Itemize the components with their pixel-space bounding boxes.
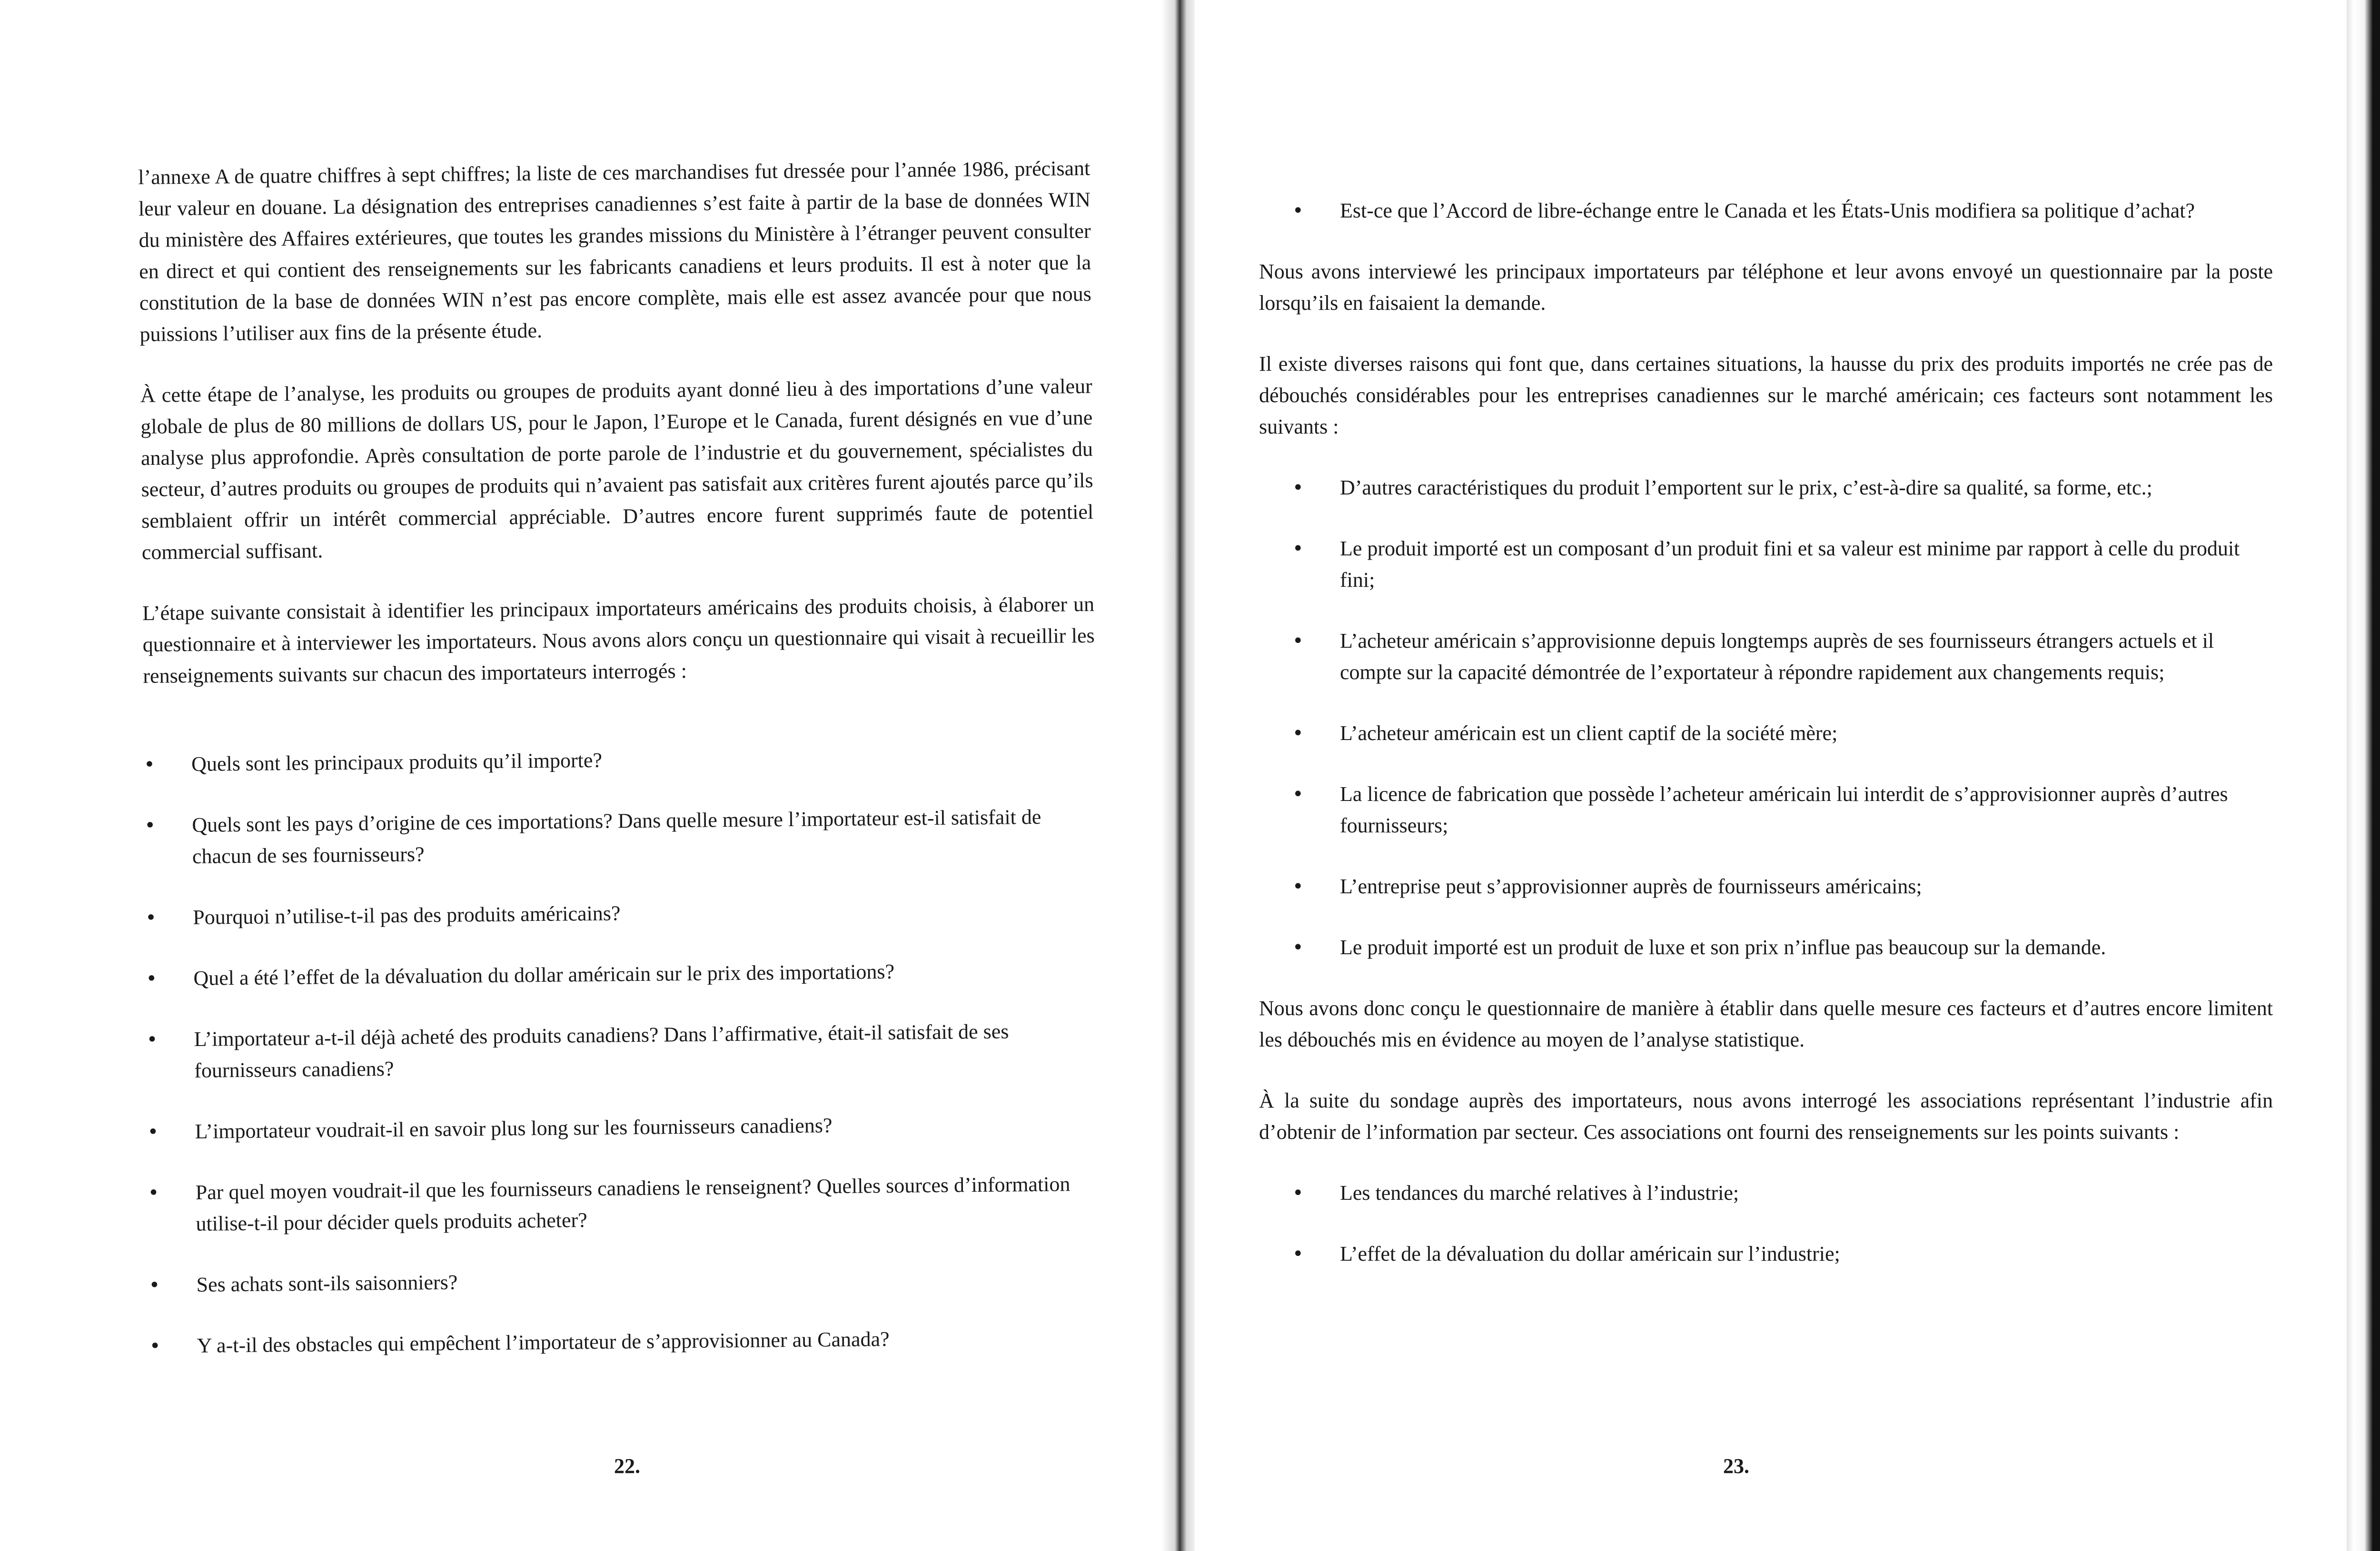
paragraph: l’annexe A de quatre chiffres à sept chiffres; la liste de ces marchandises fut dressée pour l’année 1986, précisant leur valeur en douane. La désignation des entreprises canadiennes s’est faite à partir de la base de données WIN du ministère des Affaires extérieures, que toutes les grandes missions du Ministère à l’étranger peuvent consulter en direct et qui contient des renseignements sur les fabricants canadiens et leurs produits. Il est à noter que la constitution de la base de données WIN n’est pas encore complète, mais elle est assez avancée pour que nous puissions l’utiliser aux fins de la présente étude.	[138, 156, 1091, 346]
list-item: • L’effet de la dévaluation du dollar américain sur l’industrie;	[1292, 1238, 2273, 1270]
list-item: • Y a-t-il des obstacles qui empêchent l’importateur de s’approvisionner au Canada?	[149, 1322, 1102, 1362]
list-item: • L’importateur voudrait-il en savoir plus long sur les fournisseurs canadiens?	[147, 1107, 1100, 1148]
paragraph: À la suite du sondage auprès des importateurs, nous avons interrogé les associations représentant l’industrie afin d’obtenir de l’information par secteur. Ces associations ont fourni des renseignements sur les points suivants :	[1259, 1089, 2273, 1144]
paragraph: Nous avons interviewé les principaux importateurs par téléphone et leur avons envoyé un questionnaire par la poste lorsqu’ils en faisaient la demande.	[1259, 260, 2273, 315]
page-number: 22.	[614, 1454, 640, 1478]
questionnaire-list-continued	[1259, 195, 2273, 227]
paragraph: À cette étape de l’analyse, les produits ou groupes de produits ayant donné lieu à des importations d’une valeur globale de plus de 80 millions de dollars US, pour le Japon, l’Europe et le Canada, furent désignés en vue d’une analyse plus approfondie. Après consultation de porte parole de l’industrie et du gouvernement, spécialistes du secteur, d’autres produits ou groupes de produits qui n’avaient pas satisfait aux critères furent ajoutés parce qu’ils semblaient offrir un intérêt commercial appréciable. D’autres encore furent supprimés faute de potentiel commercial suffisant.	[140, 374, 1094, 564]
paragraph: Nous avons donc conçu le questionnaire de manière à établir dans quelle mesure ces facteurs et d’autres encore limitent les débouchés mis en évidence au moyen de l’analyse statistique.	[1259, 997, 2273, 1051]
book-gutter	[1161, 0, 1200, 1551]
list-item: • D’autres caractéristiques du produit l’emportent sur le prix, c’est-à-dire sa qualité, sa forme, etc.;	[1292, 472, 2273, 504]
list-item: • La licence de fabrication que possède l’acheteur américain lui interdit de s’approvisionner auprès d’autres fournisseurs;	[1292, 779, 2273, 841]
page-number: 23.	[1723, 1454, 1749, 1478]
list-item: • Le produit importé est un produit de luxe et son prix n’influe pas beaucoup sur la demande.	[1292, 932, 2273, 963]
list-item: • Pourquoi n’utilise-t-il pas des produits américains?	[145, 893, 1098, 934]
right-page-content	[1259, 195, 2273, 1299]
reasons-list	[1259, 472, 2273, 963]
questionnaire-list	[144, 740, 1101, 1362]
right-page	[1195, 0, 2347, 1551]
list-item: • Quels sont les principaux produits qu’il importe?	[144, 740, 1096, 780]
left-page	[0, 0, 1171, 1551]
list-item: • Par quel moyen voudrait-il que les fournisseurs canadiens le renseignent? Quelles sources d’information utilise-t-il pour décider quels produits acheter?	[148, 1168, 1100, 1240]
paragraph: Il existe diverses raisons qui font que, dans certaines situations, la hausse du prix des produits importés ne crée pas de débouchés considérables pour les entreprises canadiennes sur le marché américain; ces facteurs sont notamment les suivants :	[1259, 352, 2273, 438]
list-item: • Quel a été l’effet de la dévaluation du dollar américain sur le prix des importations?	[146, 954, 1098, 995]
list-item: • Est-ce que l’Accord de libre-échange entre le Canada et les États-Unis modifiera sa politique d’achat?	[1292, 195, 2273, 227]
association-points-list	[1259, 1177, 2273, 1270]
left-page-content	[138, 153, 1102, 1392]
list-item: • Le produit importé est un composant d’un produit fini et sa valeur est minime par rapport à celle du produit fini;	[1292, 533, 2273, 596]
book-edge	[2347, 0, 2380, 1551]
list-item: • Quels sont les pays d’origine de ces importations? Dans quelle mesure l’importateur est-il satisfait de chacun de ses fournisseurs?	[144, 801, 1097, 873]
list-item: • L’acheteur américain est un client captif de la société mère;	[1292, 718, 2273, 749]
list-item: • L’entreprise peut s’approvisionner auprès de fournisseurs américains;	[1292, 871, 2273, 902]
list-item: • Ses achats sont-ils saisonniers?	[149, 1261, 1101, 1301]
list-item: • L’acheteur américain s’approvisionne depuis longtemps auprès de ses fournisseurs étrangers actuels et il compte sur la capacité démontrée de l’exportateur à répondre rapidement aux changements requis;	[1292, 625, 2273, 688]
paragraph: L’étape suivante consistait à identifier les principaux importateurs américains des produits choisis, à élaborer un questionnaire et à interviewer les importateurs. Nous avons alors conçu un questionnaire qui visait à recueillir les renseignements suivants sur chacun des importateurs interrogés :	[142, 592, 1095, 688]
list-item: • L’importateur a-t-il déjà acheté des produits canadiens? Dans l’affirmative, était-il satisfait de ses fournisseurs canadiens?	[146, 1015, 1099, 1087]
list-item: • Les tendances du marché relatives à l’industrie;	[1292, 1177, 2273, 1209]
